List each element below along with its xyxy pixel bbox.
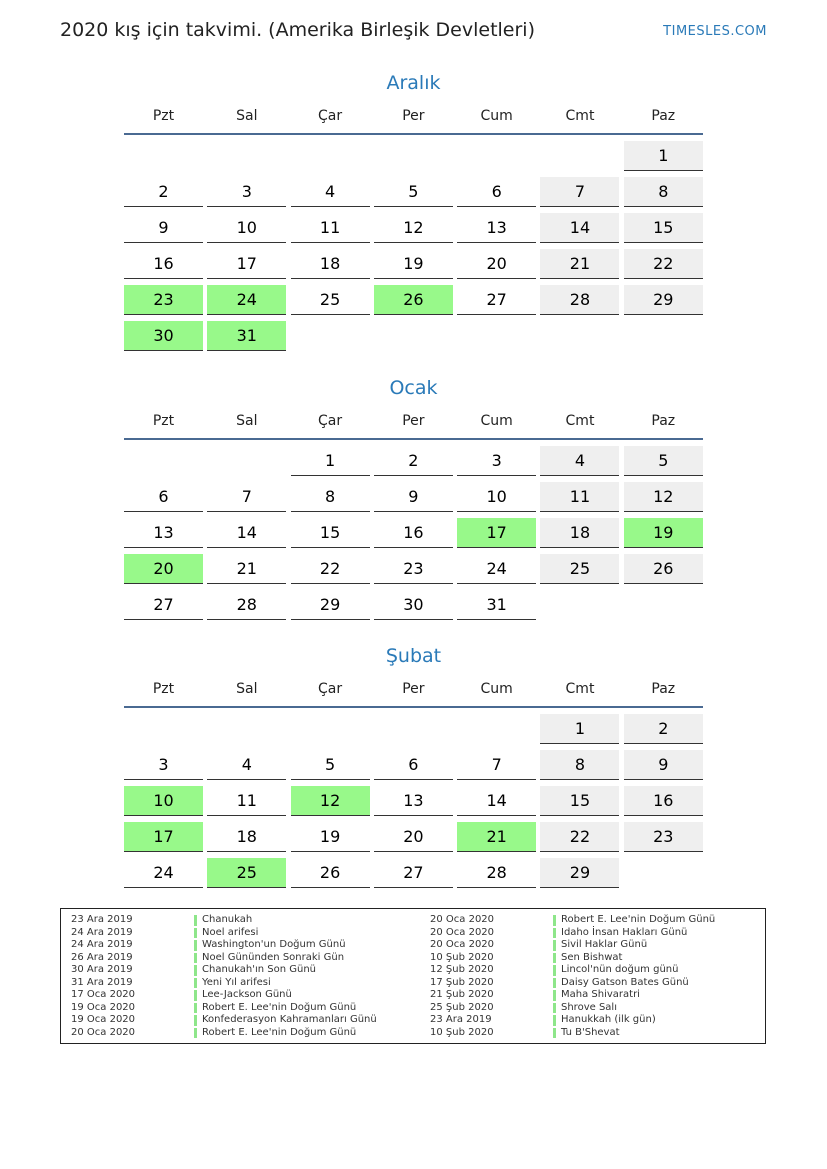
day-cell[interactable]: 12 — [374, 213, 453, 243]
day-cell[interactable]: 19 — [374, 249, 453, 279]
day-cell[interactable]: 27 — [374, 858, 453, 888]
weekday-label: Paz — [651, 108, 676, 124]
holiday-marker — [553, 940, 556, 951]
legend-date: 20 Oca 2020 — [430, 914, 495, 925]
day-cell[interactable]: 29 — [291, 590, 370, 620]
legend-holiday-name: Yeni Yıl arifesi — [202, 976, 271, 988]
empty-cell — [291, 321, 370, 350]
day-cell[interactable]: 11 — [540, 482, 619, 512]
day-cell[interactable]: 18 — [207, 822, 286, 852]
day-cell[interactable]: 22 — [291, 554, 370, 584]
legend-holiday-name: Washington'un Doğum Günü — [202, 939, 346, 950]
day-cell[interactable]: 4 — [540, 446, 619, 476]
legend-holiday-name: Sen Bishwat — [561, 951, 623, 963]
legend-holiday-name: Noel Gününden Sonraki Gün — [202, 951, 345, 963]
day-grid — [124, 141, 703, 351]
day-cell[interactable]: 11 — [207, 786, 286, 816]
legend-date: 20 Oca 2020 — [430, 939, 495, 950]
weekday-label: Pzt — [152, 108, 175, 124]
day-cell[interactable]: 17 — [124, 822, 203, 852]
weekday-label: Cmt — [565, 108, 595, 124]
weekday-label: Sal — [236, 108, 258, 124]
day-cell[interactable]: 12 — [624, 482, 703, 512]
holiday-marker — [194, 1028, 197, 1039]
day-cell[interactable]: 3 — [457, 446, 536, 476]
legend-holiday-name: Noel arifesi — [202, 926, 259, 938]
legend-holiday-name: Idaho İnsan Hakları Günü — [561, 926, 688, 938]
day-cell[interactable]: 23 — [374, 554, 453, 584]
day-cell[interactable]: 20 — [457, 249, 536, 279]
day-grid — [124, 714, 703, 888]
header-divider — [124, 438, 703, 440]
legend-holiday-name: Maha Shivaratri — [561, 989, 640, 1000]
day-cell[interactable]: 24 — [457, 554, 536, 584]
holiday-marker — [194, 978, 197, 989]
day-cell[interactable]: 5 — [291, 750, 370, 780]
day-cell[interactable]: 8 — [540, 750, 619, 780]
holiday-marker — [194, 915, 197, 926]
day-cell[interactable]: 15 — [540, 786, 619, 816]
day-cell[interactable]: 10 — [124, 786, 203, 816]
day-cell[interactable]: 13 — [457, 213, 536, 243]
holiday-marker — [194, 940, 197, 951]
weekday-label: Per — [402, 413, 425, 429]
day-cell[interactable]: 25 — [207, 858, 286, 888]
day-cell[interactable]: 9 — [124, 213, 203, 243]
page-title: 2020 kış için takvimi. (Amerika Birleşik Devletleri) — [60, 19, 535, 41]
empty-cell — [540, 590, 619, 619]
weekday-label: Paz — [651, 413, 676, 429]
day-cell[interactable]: 27 — [124, 590, 203, 620]
empty-cell — [624, 590, 703, 619]
day-cell[interactable]: 15 — [624, 213, 703, 243]
legend-date: 31 Ara 2019 — [71, 976, 133, 988]
legend-date: 30 Ara 2019 — [71, 964, 133, 975]
day-cell[interactable]: 6 — [124, 482, 203, 512]
legend-holiday-name: Chanukah — [202, 914, 253, 925]
holiday-marker — [194, 990, 197, 1001]
day-cell[interactable]: 7 — [207, 482, 286, 512]
weekday-label: Çar — [318, 108, 343, 124]
legend-date: 20 Oca 2020 — [430, 926, 495, 938]
empty-cell — [374, 321, 453, 350]
weekday-label: Cmt — [565, 681, 595, 697]
day-cell[interactable]: 23 — [124, 285, 203, 315]
day-cell[interactable]: 30 — [124, 321, 203, 351]
holiday-marker — [553, 1015, 556, 1026]
legend-holiday-name: Sivil Haklar Günü — [561, 939, 648, 950]
legend-date: 19 Oca 2020 — [71, 1001, 136, 1013]
weekday-header — [124, 105, 703, 127]
weekday-label: Per — [402, 681, 425, 697]
weekday-header — [124, 410, 703, 432]
day-cell[interactable]: 26 — [624, 554, 703, 584]
legend-date: 23 Ara 2019 — [71, 914, 133, 925]
empty-cell — [291, 141, 370, 170]
empty-cell — [124, 141, 203, 170]
empty-cell — [540, 141, 619, 170]
empty-cell — [374, 714, 453, 743]
weekday-label: Cum — [480, 413, 513, 429]
legend-date: 10 Şub 2020 — [430, 951, 494, 963]
legend-date: 24 Ara 2019 — [71, 939, 133, 950]
day-cell[interactable]: 4 — [291, 177, 370, 207]
day-cell[interactable]: 28 — [457, 858, 536, 888]
legend-date: 10 Şub 2020 — [430, 1026, 494, 1038]
legend-holiday-name: Robert E. Lee'nin Doğum Günü — [202, 1026, 357, 1038]
day-cell[interactable]: 16 — [374, 518, 453, 548]
day-cell[interactable]: 1 — [624, 141, 703, 171]
legend-holiday-name: Daisy Gatson Bates Günü — [561, 976, 689, 988]
day-cell[interactable]: 31 — [457, 590, 536, 620]
day-cell[interactable]: 25 — [291, 285, 370, 315]
legend-holiday-name: Robert E. Lee'nin Doğum Günü — [202, 1001, 357, 1013]
legend-date: 25 Şub 2020 — [430, 1001, 494, 1013]
empty-cell — [207, 141, 286, 170]
legend-holiday-name: Tu B'Shevat — [561, 1026, 620, 1038]
weekday-label: Per — [402, 108, 425, 124]
holiday-marker — [553, 990, 556, 1001]
legend-date: 20 Oca 2020 — [71, 1026, 136, 1038]
day-cell[interactable]: 16 — [624, 786, 703, 816]
day-cell[interactable]: 28 — [207, 590, 286, 620]
day-cell[interactable]: 11 — [291, 213, 370, 243]
empty-cell — [291, 714, 370, 743]
holiday-marker — [553, 1028, 556, 1039]
weekday-header — [124, 678, 703, 700]
day-cell[interactable]: 22 — [540, 822, 619, 852]
legend-holiday-name: Konfederasyon Kahramanları Günü — [202, 1014, 377, 1025]
holiday-marker — [553, 915, 556, 926]
day-cell[interactable]: 8 — [624, 177, 703, 207]
day-cell[interactable]: 7 — [540, 177, 619, 207]
day-cell[interactable]: 15 — [291, 518, 370, 548]
legend-date: 23 Ara 2019 — [430, 1014, 492, 1025]
day-cell[interactable]: 8 — [291, 482, 370, 512]
day-cell[interactable]: 1 — [291, 446, 370, 476]
holiday-marker — [194, 953, 197, 964]
legend-holiday-name: Robert E. Lee'nin Doğum Günü — [561, 914, 716, 925]
legend-holiday-name: Shrove Salı — [561, 1001, 617, 1013]
day-cell[interactable]: 3 — [124, 750, 203, 780]
legend-holiday-name: Lee-Jackson Günü — [202, 989, 292, 1000]
day-cell[interactable]: 26 — [291, 858, 370, 888]
day-cell[interactable]: 16 — [124, 249, 203, 279]
month-january — [124, 375, 703, 620]
day-cell[interactable]: 19 — [291, 822, 370, 852]
month-title: Ocak — [389, 377, 438, 399]
empty-cell — [124, 446, 203, 475]
legend-date: 24 Ara 2019 — [71, 926, 133, 938]
empty-cell — [624, 321, 703, 350]
legend-holiday-name: Chanukah'ın Son Günü — [202, 964, 316, 975]
day-cell[interactable]: 24 — [124, 858, 203, 888]
day-cell[interactable]: 30 — [374, 590, 453, 620]
day-cell[interactable]: 12 — [291, 786, 370, 816]
day-cell[interactable]: 6 — [457, 177, 536, 207]
day-cell[interactable]: 29 — [624, 285, 703, 315]
weekday-label: Çar — [318, 413, 343, 429]
empty-cell — [457, 321, 536, 350]
day-cell[interactable]: 13 — [374, 786, 453, 816]
day-cell[interactable]: 26 — [374, 285, 453, 315]
holiday-marker — [553, 928, 556, 939]
holiday-marker — [194, 1003, 197, 1014]
day-cell[interactable]: 18 — [540, 518, 619, 548]
holiday-marker — [194, 965, 197, 976]
day-cell[interactable]: 18 — [291, 249, 370, 279]
month-february — [124, 643, 703, 888]
day-cell[interactable]: 27 — [457, 285, 536, 315]
day-cell[interactable]: 21 — [540, 249, 619, 279]
day-cell[interactable]: 1 — [540, 714, 619, 744]
holiday-marker — [553, 965, 556, 976]
legend-date: 12 Şub 2020 — [430, 964, 494, 975]
empty-cell — [207, 714, 286, 743]
day-cell[interactable]: 13 — [124, 518, 203, 548]
day-cell[interactable]: 6 — [374, 750, 453, 780]
weekday-label: Sal — [236, 413, 258, 429]
legend-date: 21 Şub 2020 — [430, 989, 494, 1000]
day-cell[interactable]: 7 — [457, 750, 536, 780]
header-divider — [124, 133, 703, 135]
day-cell[interactable]: 28 — [540, 285, 619, 315]
holiday-marker — [194, 1015, 197, 1026]
weekday-label: Sal — [236, 681, 258, 697]
weekday-label: Paz — [651, 681, 676, 697]
day-cell[interactable]: 20 — [124, 554, 203, 584]
holiday-legend — [60, 908, 766, 1044]
day-cell[interactable]: 22 — [624, 249, 703, 279]
legend-holiday-name: Hanukkah (ilk gün) — [561, 1014, 656, 1025]
empty-cell — [124, 714, 203, 743]
day-cell[interactable]: 5 — [374, 177, 453, 207]
legend-date: 26 Ara 2019 — [71, 951, 133, 963]
day-cell[interactable]: 2 — [374, 446, 453, 476]
day-cell[interactable]: 20 — [374, 822, 453, 852]
day-cell[interactable]: 14 — [540, 213, 619, 243]
holiday-marker — [553, 953, 556, 964]
weekday-label: Çar — [318, 681, 343, 697]
weekday-label: Cum — [480, 681, 513, 697]
weekday-label: Pzt — [152, 681, 175, 697]
header-divider — [124, 706, 703, 708]
day-cell[interactable]: 14 — [457, 786, 536, 816]
month-title: Şubat — [385, 645, 442, 667]
empty-cell — [457, 714, 536, 743]
day-grid — [124, 446, 703, 620]
empty-cell — [457, 141, 536, 170]
day-cell[interactable]: 25 — [540, 554, 619, 584]
month-december — [124, 70, 703, 351]
empty-cell — [624, 858, 703, 887]
day-cell[interactable]: 31 — [207, 321, 286, 351]
legend-date: 17 Şub 2020 — [430, 976, 494, 988]
day-cell[interactable]: 9 — [624, 750, 703, 780]
holiday-marker — [553, 1003, 556, 1014]
legend-date: 19 Oca 2020 — [71, 1014, 136, 1025]
day-cell[interactable]: 10 — [457, 482, 536, 512]
day-cell[interactable]: 2 — [124, 177, 203, 207]
weekday-label: Cmt — [565, 413, 595, 429]
day-cell[interactable]: 21 — [207, 554, 286, 584]
day-cell[interactable]: 2 — [624, 714, 703, 744]
day-cell[interactable]: 17 — [457, 518, 536, 548]
empty-cell — [207, 446, 286, 475]
day-cell[interactable]: 10 — [207, 213, 286, 243]
day-cell[interactable]: 14 — [207, 518, 286, 548]
brand-link[interactable]: TIMESLES.COM — [663, 24, 767, 39]
day-cell[interactable]: 21 — [457, 822, 536, 852]
day-cell[interactable]: 23 — [624, 822, 703, 852]
day-cell[interactable]: 3 — [207, 177, 286, 207]
day-cell[interactable]: 4 — [207, 750, 286, 780]
holiday-marker — [553, 978, 556, 989]
holiday-marker — [194, 928, 197, 939]
day-cell[interactable]: 9 — [374, 482, 453, 512]
month-title: Aralık — [386, 72, 441, 94]
legend-date: 17 Oca 2020 — [71, 989, 136, 1000]
day-cell[interactable]: 5 — [624, 446, 703, 476]
day-cell[interactable]: 17 — [207, 249, 286, 279]
weekday-label: Cum — [480, 108, 513, 124]
day-cell[interactable]: 19 — [624, 518, 703, 548]
empty-cell — [540, 321, 619, 350]
weekday-label: Pzt — [152, 413, 175, 429]
day-cell[interactable]: 29 — [540, 858, 619, 888]
day-cell[interactable]: 24 — [207, 285, 286, 315]
empty-cell — [374, 141, 453, 170]
legend-holiday-name: Lincol'nün doğum günü — [561, 964, 679, 975]
